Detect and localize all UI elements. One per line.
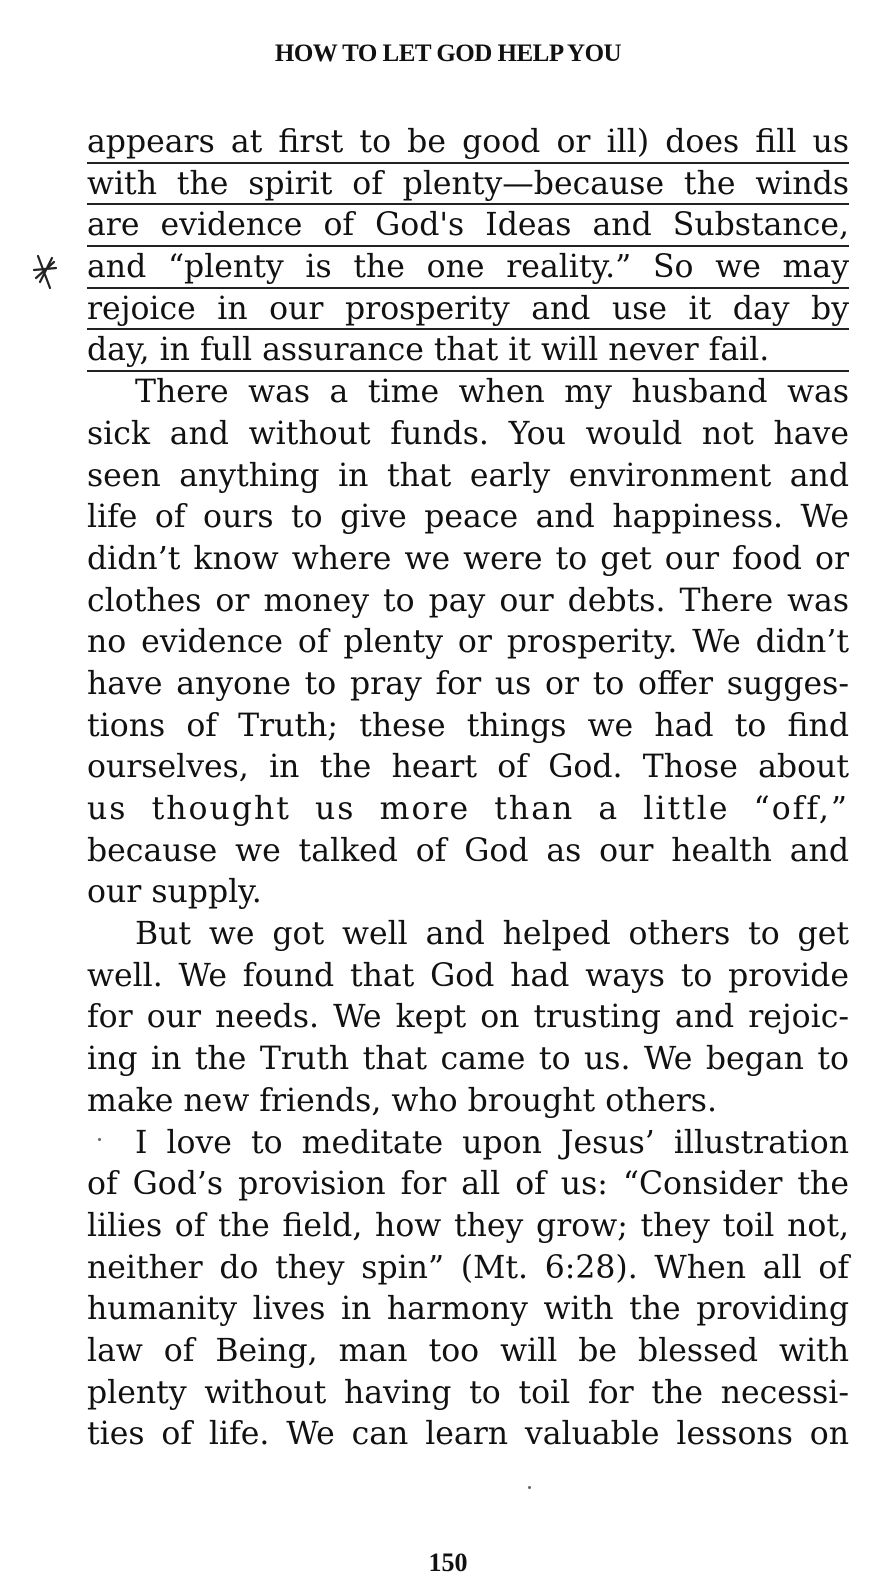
text-line: But we got well and helped others to get	[135, 916, 849, 953]
scan-speck	[98, 1138, 101, 1141]
text-line: make new friends, who brought others.	[87, 1082, 717, 1119]
text-line: life of ours to give peace and happiness. We	[87, 499, 849, 536]
text-line: tions of Truth; these things we had to find	[87, 707, 849, 744]
text-line: and “plenty is the one reality.” So we may	[87, 247, 849, 289]
text-line: didn’t know where we were to get our food or	[87, 540, 849, 577]
text-line: ties of life. We can learn valuable lessons on	[87, 1416, 849, 1453]
text-line: ourselves, in the heart of God. Those about	[87, 749, 849, 786]
text-line: humanity lives in harmony with the providing	[87, 1291, 849, 1328]
text-line: clothes or money to pay our debts. There was	[87, 582, 849, 619]
text-line: us thought us more than a little “off,”	[87, 791, 849, 827]
text-line: lilies of the field, how they grow; they toil not,	[87, 1207, 849, 1244]
text-line: day, in full assurance that it will never fail.	[87, 330, 849, 372]
text-line: of God’s provision for all of us: “Consider the	[87, 1166, 849, 1203]
text-line: sick and without funds. You would not have	[87, 415, 849, 452]
text-line: law of Being, man too will be blessed with	[87, 1332, 849, 1369]
text-line: plenty without having to toil for the necessi-	[87, 1374, 849, 1411]
running-head: HOW TO LET GOD HELP YOU	[274, 40, 622, 67]
text-line: have anyone to pray for us or to offer sugges-	[87, 665, 849, 702]
text-line: rejoice in our prosperity and use it day by	[87, 289, 849, 331]
page-number: 150	[428, 1548, 468, 1577]
body-text	[87, 122, 849, 1456]
text-line: I love to meditate upon Jesus’ illustration	[135, 1124, 849, 1161]
text-line: ing in the Truth that came to us. We began to	[87, 1041, 849, 1078]
text-line: our supply.	[87, 874, 262, 911]
handwritten-star-mark-icon	[30, 252, 60, 292]
text-line: well. We found that God had ways to provide	[87, 957, 849, 994]
text-line: no evidence of plenty or prosperity. We didn’t	[87, 624, 849, 661]
text-line: appears at first to be good or ill) does fill us	[87, 122, 849, 164]
text-line: There was a time when my husband was	[135, 374, 849, 411]
text-line: with the spirit of plenty—because the winds	[87, 164, 849, 206]
text-line: for our needs. We kept on trusting and rejoic-	[87, 999, 849, 1036]
text-line: are evidence of God's Ideas and Substance,	[87, 205, 849, 247]
text-line: neither do they spin” (Mt. 6:28). When all of	[87, 1249, 849, 1286]
text-line: because we talked of God as our health and	[87, 832, 849, 869]
scan-speck	[528, 1486, 531, 1489]
text-line: seen anything in that early environment and	[87, 457, 849, 494]
